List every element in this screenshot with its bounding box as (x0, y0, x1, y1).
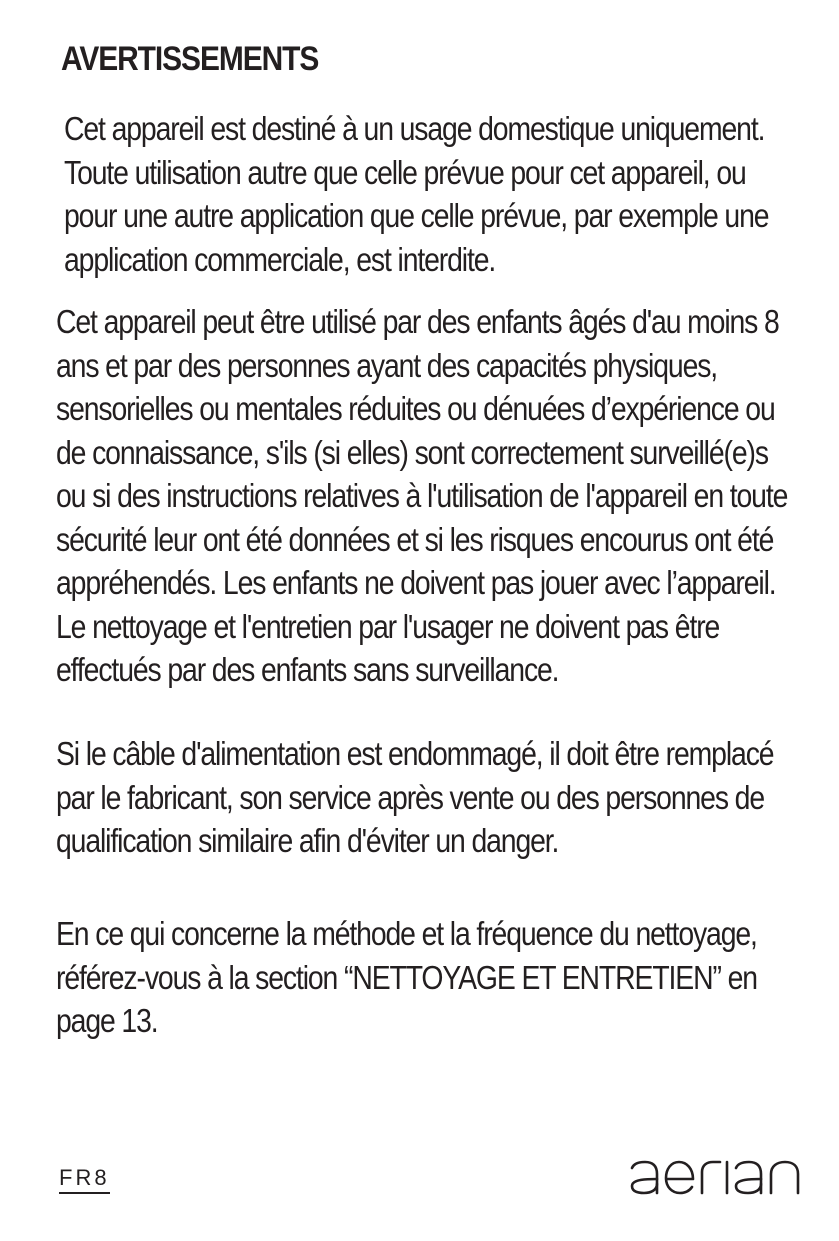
text-line: Toute utilisation autre que celle prévue pour cet appareil, ou (64, 153, 746, 191)
text-line: Si le câble d'alimentation est endommagé, il doit être remplacé (56, 735, 774, 772)
text-line: Cet appareil est destiné à un usage domestique uniquement. (64, 110, 765, 147)
text-line: Le nettoyage et l'entretien par l'usager ne doivent pas être (56, 607, 720, 645)
text-line: ans et par des personnes ayant des capacités physiques, (56, 346, 718, 384)
text-line: Cet appareil peut être utilisé par des enfants âgés d'au moins 8 (56, 303, 779, 340)
text-line: de connaissance, s'ils (si elles) sont correctement surveillé(e)s (56, 433, 768, 471)
text-line: En ce qui concerne la méthode et la fréquence du nettoyage, (56, 915, 757, 952)
text-line: ou si des instructions relatives à l'utilisation de l'appareil en toute (56, 477, 788, 514)
section-heading: AVERTISSEMENTS (61, 40, 319, 78)
text-line: pour une autre application que celle prévue, par exemple une (64, 197, 769, 234)
paragraph-power-cable (56, 732, 773, 863)
aerian-logo-icon (628, 1152, 802, 1198)
text-line: effectués par des enfants sans surveillance. (56, 651, 559, 688)
text-line: application commerciale, est interdite. (64, 240, 496, 278)
text-line: qualification similaire afin d'éviter un danger. (56, 822, 559, 859)
paragraph-cleaning (56, 912, 757, 1043)
text-line: sensorielles ou mentales réduites ou dénuées d’expérience ou (56, 390, 775, 427)
paragraph-children (56, 300, 787, 692)
text-line: page 13. (56, 1002, 158, 1039)
page-number: FR8 (59, 1165, 110, 1194)
text-line: sécurité leur ont été données et si les risques encourus ont été (56, 520, 774, 558)
text-line: par le fabricant, son service après vente ou des personnes de (56, 778, 764, 816)
text-line: appréhendés. Les enfants ne doivent pas jouer avec l’appareil. (56, 564, 776, 601)
paragraph-usage (64, 107, 768, 281)
text-line: référez-vous à la section “NETTOYAGE ET ENTRETIEN” en (56, 958, 757, 996)
